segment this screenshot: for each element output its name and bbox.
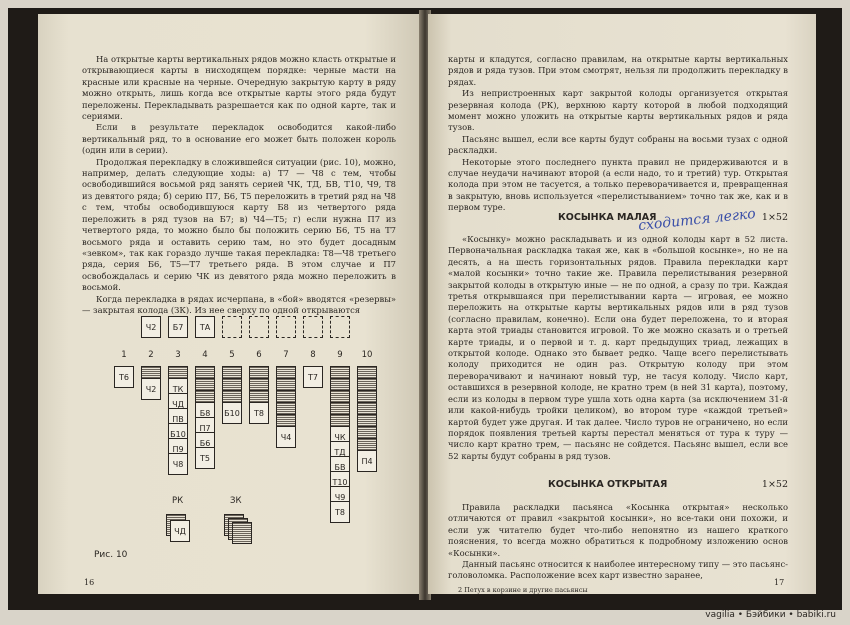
column-number: 8 — [310, 350, 316, 360]
face-up-card: ТК — [168, 378, 188, 400]
column-number: 4 — [202, 350, 208, 360]
left-page — [38, 14, 422, 594]
foundation-card: Ч2 — [141, 316, 161, 338]
foundation-card: ТА — [195, 316, 215, 338]
face-up-card: Т10 — [330, 471, 350, 493]
face-up-card: Б10 — [222, 402, 242, 424]
section1-text — [448, 234, 788, 462]
closed-pile-label: ЗК — [230, 496, 242, 506]
face-up-card: ПВ — [168, 408, 188, 430]
face-up-card: ТД — [330, 441, 350, 463]
face-up-card: Т8 — [330, 501, 350, 523]
paragraph: «Косынку» можно раскладывать и из одной колоды карт в 52 листа. Первоначальная раскладка такая же, как в «большой косынке», но не на десять, а на шесть горизонтальных рядов. Правила перекладки карт «малой косынки» точно такие же. Правила перелистывания резервной закрытой колоды в открытую иные — не по одной, а сразу по три. Каждая третья открывшаяся при перелистывании карта — игровая, ее можно переложить на открытые карты вертикальных рядов или в ряд тузов (согласно правилам, конечно). Если она будет переложена, то и вторая карта этой триады становится игровой. То же можно сказать и о третьей карте триады, и о первой и т. д. карт предыдущих триад, лежащих в открытой колоде. Однако это бывает редко. Чаще всего перелистывать колоду приходится не один раз. Открытую колоду при этом переворачивают и начинают новый тур, не тасуя колоду. Число карт, оставшихся в резервной колоде, не кратно трем (в ней 31 карта), поэтому, если из колоды в первом туре ушла хоть одна карта (за исключением 31-й или какой-нибудь тройки целиком), во втором туре «каждой третьей» картой будет уже другая. И так далее. Число туров не ограничено, но если порядок появления третьей карты перестал меняться от тура к туру — число карт кратно трем, — пасьянс не сойдется. Пасьянс вышел, если все 52 карты будут собраны в ряд тузов. — [448, 234, 788, 461]
handwritten-note: сходится легко — [637, 205, 757, 235]
face-up-card: П4 — [357, 450, 377, 472]
section-title: КОСЫНКА МАЛАЯ — [558, 212, 657, 223]
reserve-top-card: ЧД — [170, 520, 190, 542]
paragraph: На открытые карты вертикальных рядов можно класть открытые и открывающиеся карты в нисходящем порядке: черные масти на красные или красные на черные. Очередную закрытую карту в ряду можно открыть, лишь когда все открытые карты этого ряда будут переложены. Перекладывать разрешается как по одной карте, так и сериями. — [82, 54, 396, 122]
column-number: 1 — [121, 350, 127, 360]
paragraph: карты и кладутся, согласно правилам, на открытые карты вертикальных рядов и ряда тузов. При этом смотрят, нельзя ли продолжить перекладку в рядах. — [448, 54, 788, 87]
column-number: 7 — [283, 350, 289, 360]
paragraph: Из непристроенных карт закрытой колоды организуется открытая резервная колода (РК), верхнюю карту которой в любой подходящий момент можно уложить на открытые карты вертикальных рядов и ряда тузов. — [448, 88, 788, 133]
right-page-top-text — [448, 54, 788, 214]
section2-text — [448, 502, 788, 582]
face-up-card: Б6 — [195, 432, 215, 454]
face-up-card: П9 — [168, 438, 188, 460]
figure-caption: Рис. 10 — [94, 550, 128, 560]
face-up-card: Т7 — [303, 366, 323, 388]
face-up-card: Б8 — [195, 402, 215, 424]
section-title: КОСЫНКА ОТКРЫТАЯ — [548, 479, 668, 490]
face-up-card: ЧД — [168, 393, 188, 415]
closed-pile-card — [232, 522, 252, 544]
page-number: 16 — [84, 578, 95, 587]
empty-foundation-slot — [249, 316, 269, 338]
face-up-card: Т6 — [114, 366, 134, 388]
face-up-card: Ч4 — [276, 426, 296, 448]
paragraph: Если в результате перекладок освободится какой-либо вертикальный ряд, то в основание его может быть положен король (один или в серии). — [82, 122, 396, 156]
empty-foundation-slot — [222, 316, 242, 338]
face-up-card: Б10 — [168, 423, 188, 445]
left-page-text — [82, 54, 396, 316]
face-up-card: БВ — [330, 456, 350, 478]
column-number: 6 — [256, 350, 262, 360]
foundation-card: Б7 — [168, 316, 188, 338]
column-number: 5 — [229, 350, 235, 360]
paragraph: Данный пасьянс относится к наиболее интересному типу — это пасьянс-головоломка. Расположение всех карт известно заранее, — [448, 559, 788, 581]
face-up-card: Ч8 — [168, 453, 188, 475]
column-number: 3 — [175, 350, 181, 360]
reserve-pile-label: РК — [172, 496, 184, 506]
column-number: 10 — [361, 350, 373, 360]
face-up-card: Т5 — [195, 447, 215, 469]
face-up-card: Ч9 — [330, 486, 350, 508]
paragraph: Некоторые этого последнего пункта правил не придерживаются и в случае неудачи начинают второй (а если надо, то и третий) тур. Открытая колода при этом не тасуется, а только переворачивается и, превращенная в закрытую, вновь используется «перелистыванием» точно так же, как и в первом туре. — [448, 156, 788, 213]
paragraph: Продолжая перекладку в сложившейся ситуации (рис. 10), можно, например, делать следующие ходы: а) Т7 — Ч8 с тем, чтобы освободившийся восьмой ряд занять серией ЧК, ТД, БВ, Т10, Ч9, Т8 из девятого ряда; б) серию П7, Б6, Т5 переложить в третий ряд на Ч8 с тем, чтобы освободившуюся карту Б8 из четвертого ряда переложить в ряд тузов на Б7; в) Ч4—Т5; г) если нужна П7 из четвертого ряда, то можно было бы положить серию Б6, Т5 на Т7 восьмого ряда и оставить серию там, но это будет досадным «зевком», так как гораздо лучше такая перекладка: Т8—Ч8 третьего ряда, серия Б6, Т5—Т7 третьего ряда. В этом случае и П7 освобождалась и серию ЧК из девятого ряда можно переложить в восьмой. — [82, 156, 396, 293]
empty-foundation-slot — [330, 316, 350, 338]
watermark: vagilia • Бэйбики • babiki.ru — [705, 610, 836, 620]
paragraph: Когда перекладка в рядах исчерпана, в «бой» вводятся «резервы» — закрытая колода (ЗК). Из нее сверху по одной открываются — [82, 293, 396, 315]
empty-foundation-slot — [276, 316, 296, 338]
empty-foundation-slot — [303, 316, 323, 338]
column-number: 9 — [337, 350, 343, 360]
footer-note: 2 Петух в корзине и другие пасьянсы — [458, 586, 588, 594]
page-number: 17 — [774, 578, 785, 587]
face-up-card: Т8 — [249, 402, 269, 424]
face-up-card: П7 — [195, 417, 215, 439]
face-up-card: ЧК — [330, 426, 350, 448]
section-format: 1×52 — [761, 212, 788, 223]
column-number: 2 — [148, 350, 154, 360]
paragraph: Правила раскладки пасьянса «Косынка открытая» несколько отличаются от правил «закрытой косынки», но все-таки они похожи, и если уж читателю будет что-либо непонятно из нашего краткого пояснения, то всегда можно обратиться к подробному изложению основ «Косынки». — [448, 502, 788, 558]
section-format: 1×52 — [761, 479, 788, 490]
face-up-card: Ч2 — [141, 378, 161, 400]
right-page — [428, 14, 816, 594]
paragraph: Пасьянс вышел, если все карты будут собраны на восьми тузах с одной раскладки. — [448, 133, 788, 156]
